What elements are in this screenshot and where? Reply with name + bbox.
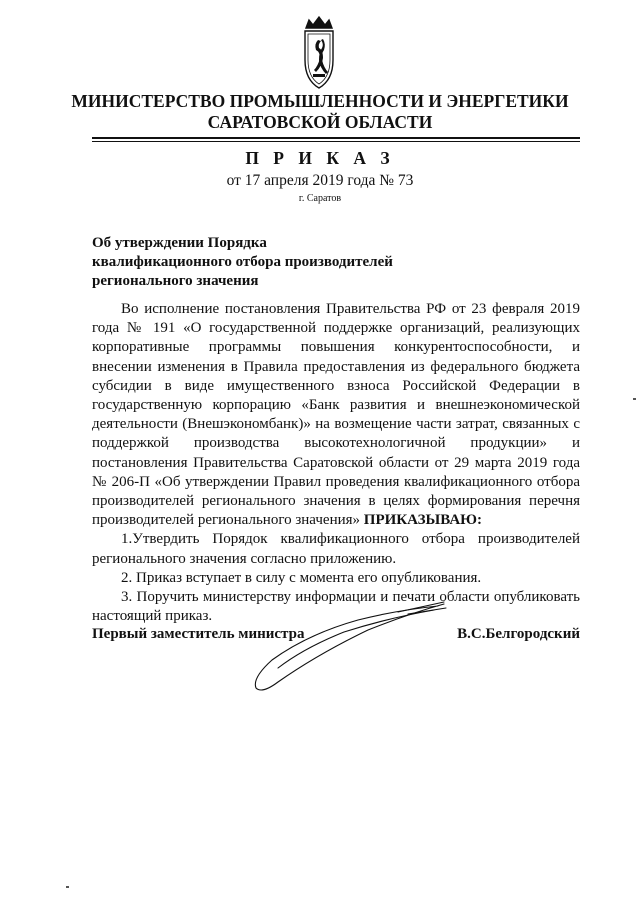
subject-line: Об утверждении Порядка [92, 235, 267, 251]
order-title: П Р И К А З [245, 148, 395, 168]
signatory-position: Первый заместитель министра [92, 626, 305, 642]
margin-mark [66, 886, 69, 888]
handwritten-signature [248, 598, 448, 700]
header-rule-thick [92, 137, 580, 139]
ministry-name-line2: САРАТОВСКОЙ ОБЛАСТИ [207, 112, 433, 132]
order-date-number: от 17 апреля 2019 года № 73 [226, 172, 414, 189]
coat-of-arms-emblem [296, 14, 342, 92]
order-word: ПРИКАЗЫВАЮ: [363, 512, 483, 529]
preamble-paragraph [92, 300, 580, 530]
order-item-2: 2. Приказ вступает в силу с момента его опубликования. [121, 569, 482, 586]
order-item-3: 3. Поручить министерству информации и печати области опубликовать настоящий приказ. [92, 589, 580, 625]
subject-line: регионального значения [92, 273, 259, 289]
header-rule-thin [92, 141, 580, 142]
signatory-name: В.С.Белгородский [457, 626, 580, 642]
ministry-name-line1: МИНИСТЕРСТВО ПРОМЫШЛЕННОСТИ И ЭНЕРГЕТИКИ [71, 91, 569, 111]
order-body [92, 300, 580, 626]
order-item-1: 1.Утвердить Порядок квалификационного отбора производителей регионального значения согласно приложению. [92, 531, 580, 567]
order-city: г. Саратов [298, 193, 342, 204]
margin-mark [633, 398, 636, 400]
preamble-text: Во исполнение постановления Правительства РФ от 23 февраля 2019 года № 191 «О государственной поддержке организаций, реализующих корпоративные программы повышения конкурентоспособности, и внесении изменения в Правила предоставления из федерального бюджета субсидии в виде имущественного взноса Российской Федерации в государственную корпорацию «Банк развития и внешнеэкономической деятельности (Внешэкономбанк)» на возмещение части затрат, связанных с поддержкой производства высокотехнологичной продукции» и постановления Правительства Саратовской области от 29 марта 2019 года № 206-П «Об утверждении Правил проведения квалификационного отбора производителей регионального значения в целях формирования перечня производителей регионального значения» [92, 301, 580, 529]
subject-line: квалификационного отбора производителей [92, 254, 393, 270]
order-subject [92, 234, 412, 291]
